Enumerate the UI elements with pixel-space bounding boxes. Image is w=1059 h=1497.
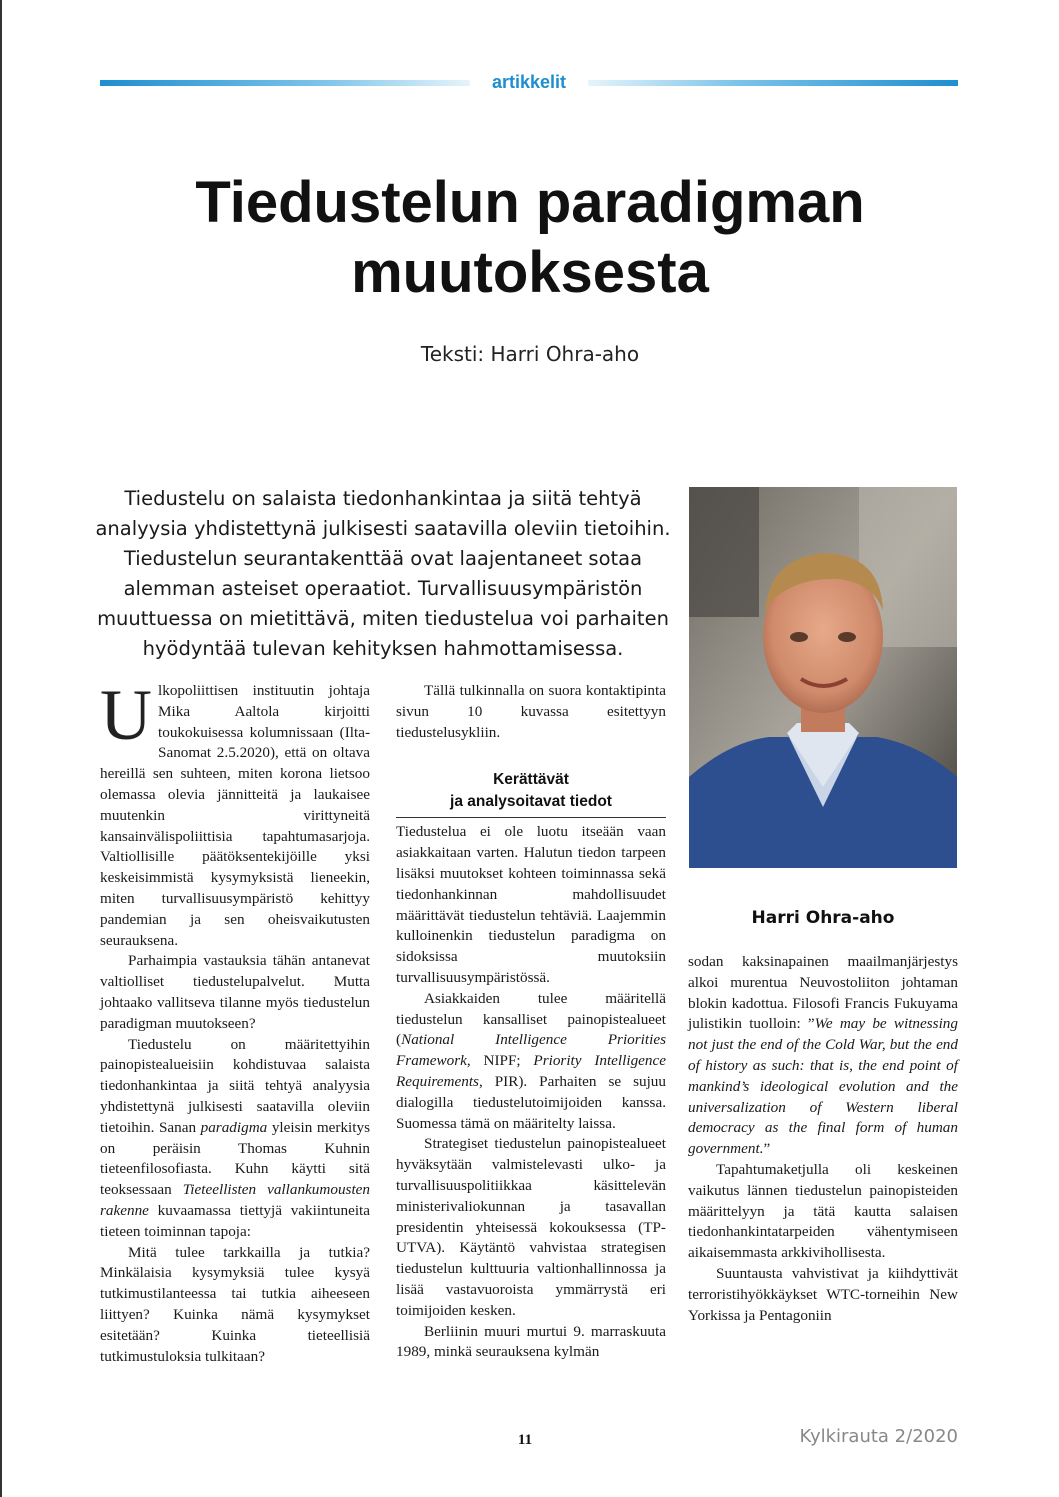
paragraph-text: Tiedustelu on määritettyihin painopistealueisiin kohdistuvaa salaista tiedonhankintaa ja siitä tehtyä analyysia yhdistettynä julkisesti saatavilla oleviin tietoihin. Sanan: [100, 1035, 370, 1136]
paragraph: [100, 675, 370, 951]
author-portrait-image: [689, 487, 957, 868]
title-line-1: Tiedustelun paradigman: [195, 170, 865, 235]
paragraph-text: kuvaamassa tiettyjä vakiintuneita tieteen toiminnan tapoja:: [100, 1201, 370, 1240]
paragraph-text: , PIR). Parhaiten se sujuu dialogilla tiedustelutoimijoiden kanssa. Suomessa tämä on määritelty laissa.: [396, 1072, 666, 1132]
paragraph: Tiedustelua ei ole luotu itseään vaan asiakkaitaan varten. Halutun tiedon tarpeen lisäksi muutokset kohteen toiminnassa sekä tiedonhankinnan mahdollisuudet määrittävät tiedustelun tehtäviä. Laajemmin kulloinenkin tiedustelun paradigma on sidoksissa muutoksiin turvallisuusympäristössä.: [396, 823, 666, 986]
paragraph: Mitä tulee tarkkailla ja tutkia? Minkälaisia kysymyksiä tulee kysyä tutkimustilanteessa tai tutkia aiheeseen liittyen? Kuinka nämä kysymykset esitetään? Kuinka tieteellisiä tutkimustuloksia tulkitaan?: [100, 1243, 370, 1365]
paragraph: Suuntausta vahvistivat ja kiihdyttivät terroristihyökkäykset WTC-torneihin New Yorkissa ja Pentagoniin: [688, 1264, 958, 1324]
subheading-line-2: ja analysoitavat tiedot: [450, 793, 612, 811]
paragraph-text: yleisin merkitys on peräisin Thomas Kuhnin tieteenfilosofiasta. Kuhn käytti sitä teoksessaan: [100, 1118, 370, 1199]
paragraph: Tapahtumaketjulla oli keskeinen vaikutus lännen tiedustelun painopisteiden määrittelyyn ja tätä kautta salaisen tiedonhankintatarpeiden vähentymiseen aikaisemmasta arkkivihollisesta.: [688, 1160, 958, 1262]
italic-term: Priority Intelligence Requirements: [396, 1052, 666, 1090]
drop-cap: U: [100, 675, 152, 755]
photo-caption: Harri Ohra-aho: [751, 908, 895, 928]
subheading-line-1: Kerättävät: [493, 771, 569, 789]
paragraph: Strategiset tiedustelun painopistealueet hyväksytään valmistelevasti ulko- ja turvallisuuspolitiikkaa käsittelevän ministerivaliokunnan ja tasavallan presidentin yhteisessä kokouksessa (TP-UTVA). Käytäntö vahvistaa strategisen tiedustelun kulttuuria valtionhallinnossa ja lisää vastavuoroista ymmärrystä eri toimijoiden kesken.: [396, 1135, 666, 1319]
paragraph-text: lkopoliittisen instituutin johtaja Mika Aaltola kirjoitti toukokuisessa kolumnissaan (Ilta-Sanomat 2.5.2020), että on oltava hereillä sen suhteen, miten korona lietsoo olemassa olevia jännitteitä ja laukaisee muutenkin virittyneitä kansainvälispoliittisia tapahtumasarjoja. Valtiollisille päätöksentekijöille yksi keskeisimmistä kysymyksistä lieneekin, miten turvallisuusympäristö kehittyy pandemian ja sen oheisvaikutusten seurauksena.: [100, 682, 370, 949]
article-title: [60, 168, 1000, 308]
paragraph-text: Asiakkaiden tulee määritellä tiedustelun kansalliset painopistealueet (: [396, 989, 666, 1049]
italic-quote: We may be witnessing not just the end of the Cold War, but the end of history as such: that is, the end point of mankind’s ideological evolution and the universalization of Western liberal democracy as the final form of human government.: [688, 1015, 958, 1158]
italic-term: National Intelligence Priorities Framework: [396, 1031, 666, 1070]
paragraph-text: ”: [763, 1140, 771, 1158]
title-line-2: muutoksesta: [351, 240, 709, 305]
paragraph: [396, 989, 666, 1135]
paragraph-text: , NIPF;: [466, 1052, 534, 1070]
italic-book-title: Tieteellisten vallankumousten rakenne: [100, 1181, 371, 1219]
lead-paragraph: Tiedustelu on salaista tiedonhankintaa ja siitä tehtyä analyysia yhdistettynä julkisesti saatavilla oleviin tietoihin. Tiedustelun seurantakenttää ovat laajentaneet sotaa alemman asteiset operaatiot. Turvallisuusympäristön muuttuessa on mietittävä, miten tiedustelua voi parhaiten hyödyntää tulevan kehityksen hahmottamisessa.: [95, 487, 671, 660]
section-subheading: [396, 769, 666, 818]
italic-term: paradigma: [200, 1118, 268, 1136]
byline: Teksti: Harri Ohra-aho: [420, 342, 640, 366]
paragraph: Tällä tulkinnalla on suora kontaktipinta sivun 10 kuvassa esitettyyn tiedustelusykliin.: [396, 682, 666, 741]
header-rule-left: [100, 80, 470, 86]
paragraph-text: sodan kaksinapainen maailmanjärjestys alkoi murentua Neuvostoliiton johtaman blokin kadottua. Filosofi Francis Fukuyama julistikin tuolloin: ”: [688, 953, 958, 1033]
page-edge: [0, 0, 2, 1497]
paragraph: [100, 1035, 370, 1243]
author-photo: [689, 487, 957, 868]
text-column-1: [100, 675, 371, 1367]
section-label: artikkelit: [491, 72, 567, 92]
magazine-issue: Kylkirauta 2/2020: [799, 1426, 958, 1447]
page-number: 11: [517, 1432, 533, 1448]
text-column-2: [396, 681, 666, 1363]
paragraph: Parhaimpia vastauksia tähän antanevat valtiolliset tiedustelupalvelut. Mutta johtaako vallitseva tilanne myös tiedustelun paradigman muutokseen?: [100, 952, 370, 1032]
paragraph: [688, 952, 958, 1160]
paragraph: Berliinin muuri murtui 9. marraskuuta 1989, minkä seurauksena kylmän: [396, 1322, 666, 1361]
header-rule-right: [588, 80, 958, 86]
text-column-3: [688, 952, 958, 1326]
